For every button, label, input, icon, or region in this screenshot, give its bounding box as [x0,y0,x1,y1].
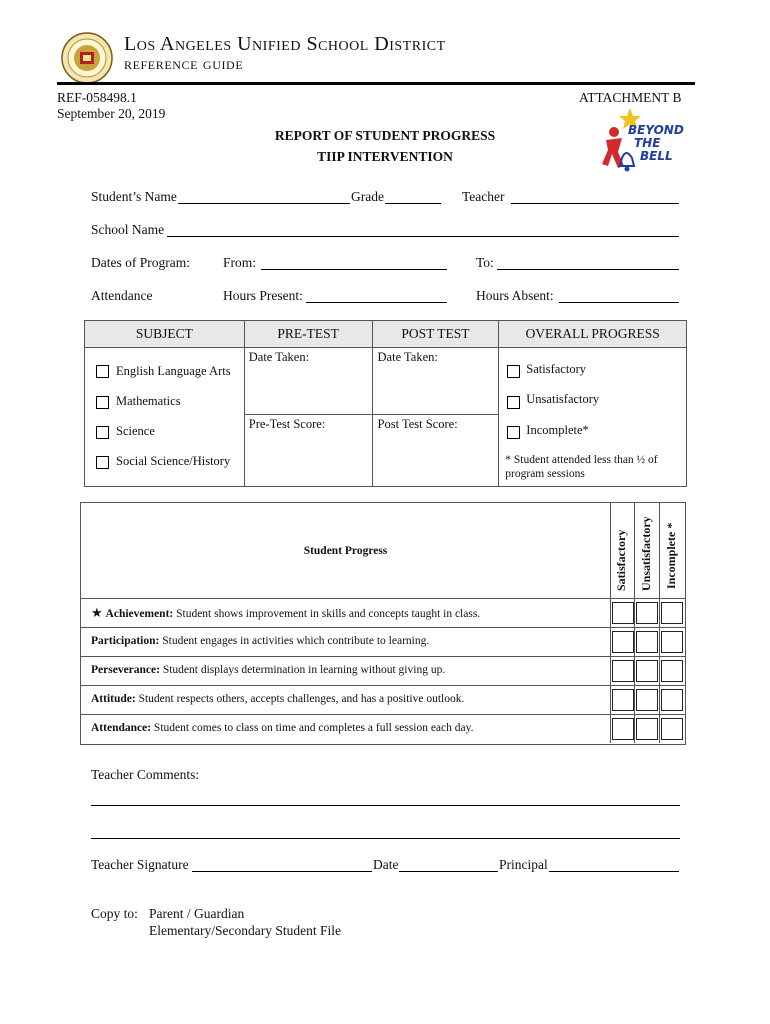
pre-test-header: PRE-TEST [244,321,372,348]
pre-test-cell [244,348,372,487]
grade-label: Grade [351,189,384,204]
attendance-satisfactory-box[interactable] [612,718,634,740]
report-subtitle: TIIP INTERVENTION [317,149,453,164]
achievement-satisfactory-box[interactable] [612,602,634,624]
teacher-signature-label: Teacher Signature [91,857,189,872]
district-seal-icon [61,32,113,84]
from-date-field[interactable] [261,256,447,270]
district-name: Los Angeles Unified School District [124,33,446,55]
teacher-signature-field[interactable] [192,858,372,872]
beyond-the-bell-logo [600,106,688,184]
to-label: To: [476,255,494,270]
progress-row-participation: Participation: Student engages in activities which contribute to learning. [91,635,430,647]
incomplete-footnote: * Student attended less than ½ of program sessions [505,454,658,480]
to-date-field[interactable] [497,256,679,270]
social-science-checkbox[interactable] [96,456,109,469]
math-checkbox[interactable] [96,396,109,409]
dates-of-program-label: Dates of Program: [91,255,190,270]
progress-row-achievement: ★ Achievement: Student shows improvement in skills and concepts taught in class. [91,605,481,620]
perseverance-incomplete-box[interactable] [661,660,683,682]
subject-list [85,348,245,487]
hours-absent-field[interactable] [559,289,679,303]
logo-text: BEYOND THE BELL [628,123,684,163]
student-name-label: Student’s Name [91,189,177,204]
ela-checkbox[interactable] [96,365,109,378]
student-name-field[interactable] [178,190,350,204]
unsatisfactory-checkbox[interactable] [507,396,520,409]
subject-social-science: Social Science/History [116,454,231,468]
subject-ela: English Language Arts [116,364,231,378]
reference-guide-label: reference guide [124,54,244,73]
post-test-header: POST TEST [372,321,499,348]
attendance-label: Attendance [91,288,153,303]
satisfactory-checkbox[interactable] [507,365,520,378]
hours-present-label: Hours Present: [223,288,303,303]
perseverance-satisfactory-box[interactable] [612,660,634,682]
unsatisfactory-option: Unsatisfactory [526,392,600,406]
subject-math: Mathematics [116,394,181,408]
signature-date-field[interactable] [399,858,498,872]
signature-date-label: Date [373,857,399,872]
incomplete-checkbox[interactable] [507,426,520,439]
attendance-incomplete-box[interactable] [661,718,683,740]
school-name-field[interactable] [167,223,679,237]
report-title: REPORT OF STUDENT PROGRESS [274,128,496,143]
pre-test-date-label: Date Taken: [248,350,310,364]
overall-progress-header: OVERALL PROGRESS [499,321,687,348]
post-test-cell [372,348,499,487]
comments-line-2[interactable] [91,838,680,839]
hours-present-field[interactable] [306,289,447,303]
attitude-satisfactory-box[interactable] [612,689,634,711]
subject-table [84,320,687,487]
pre-test-score-label: Pre-Test Score: [248,417,326,431]
student-progress-table [80,502,686,745]
col-incomplete: Incomplete * [664,522,678,589]
satisfactory-option: Satisfactory [526,362,586,376]
achievement-incomplete-box[interactable] [661,602,683,624]
progress-row-perseverance: Perseverance: Student displays determination in learning without giving up. [91,664,446,676]
grade-field[interactable] [385,190,441,204]
school-name-label: School Name [91,222,165,237]
comments-line-1[interactable] [91,805,680,806]
col-satisfactory: Satisfactory [614,529,628,591]
hours-absent-label: Hours Absent: [476,288,554,303]
principal-label: Principal [499,857,548,872]
teacher-field[interactable] [511,190,679,204]
incomplete-option: Incomplete* [526,423,589,437]
copy-student-file: Elementary/Secondary Student File [149,923,341,938]
perseverance-unsatisfactory-box[interactable] [636,660,658,682]
teacher-comments-label: Teacher Comments: [91,767,200,782]
subject-header: SUBJECT [85,321,245,348]
from-label: From: [223,255,257,270]
col-unsatisfactory: Unsatisfactory [639,516,653,591]
principal-field[interactable] [549,858,679,872]
participation-incomplete-box[interactable] [661,631,683,653]
achievement-unsatisfactory-box[interactable] [636,602,658,624]
attitude-incomplete-box[interactable] [661,689,683,711]
post-test-score-label: Post Test Score: [377,417,458,431]
copy-parent: Parent / Guardian [149,906,245,921]
attachment-label: ATTACHMENT B [579,90,682,105]
progress-row-attitude: Attitude: Student respects others, accepts challenges, and has a positive outlook. [91,693,465,705]
attendance-unsatisfactory-box[interactable] [636,718,658,740]
overall-progress-cell [499,348,687,487]
subject-science: Science [116,424,155,438]
post-test-date-label: Date Taken: [377,350,438,364]
ref-date: September 20, 2019 [57,106,166,121]
student-progress-title: Student Progress [303,545,388,557]
participation-unsatisfactory-box[interactable] [636,631,658,653]
teacher-label: Teacher [462,189,505,204]
participation-satisfactory-box[interactable] [612,631,634,653]
ref-number: REF-058498.1 [57,90,137,105]
copy-to-label: Copy to: [91,906,138,921]
progress-row-attendance: Attendance: Student comes to class on time and completes a full session each day. [91,722,474,734]
science-checkbox[interactable] [96,426,109,439]
attitude-unsatisfactory-box[interactable] [636,689,658,711]
star-icon: ★ [91,605,103,620]
header-divider [57,82,695,85]
